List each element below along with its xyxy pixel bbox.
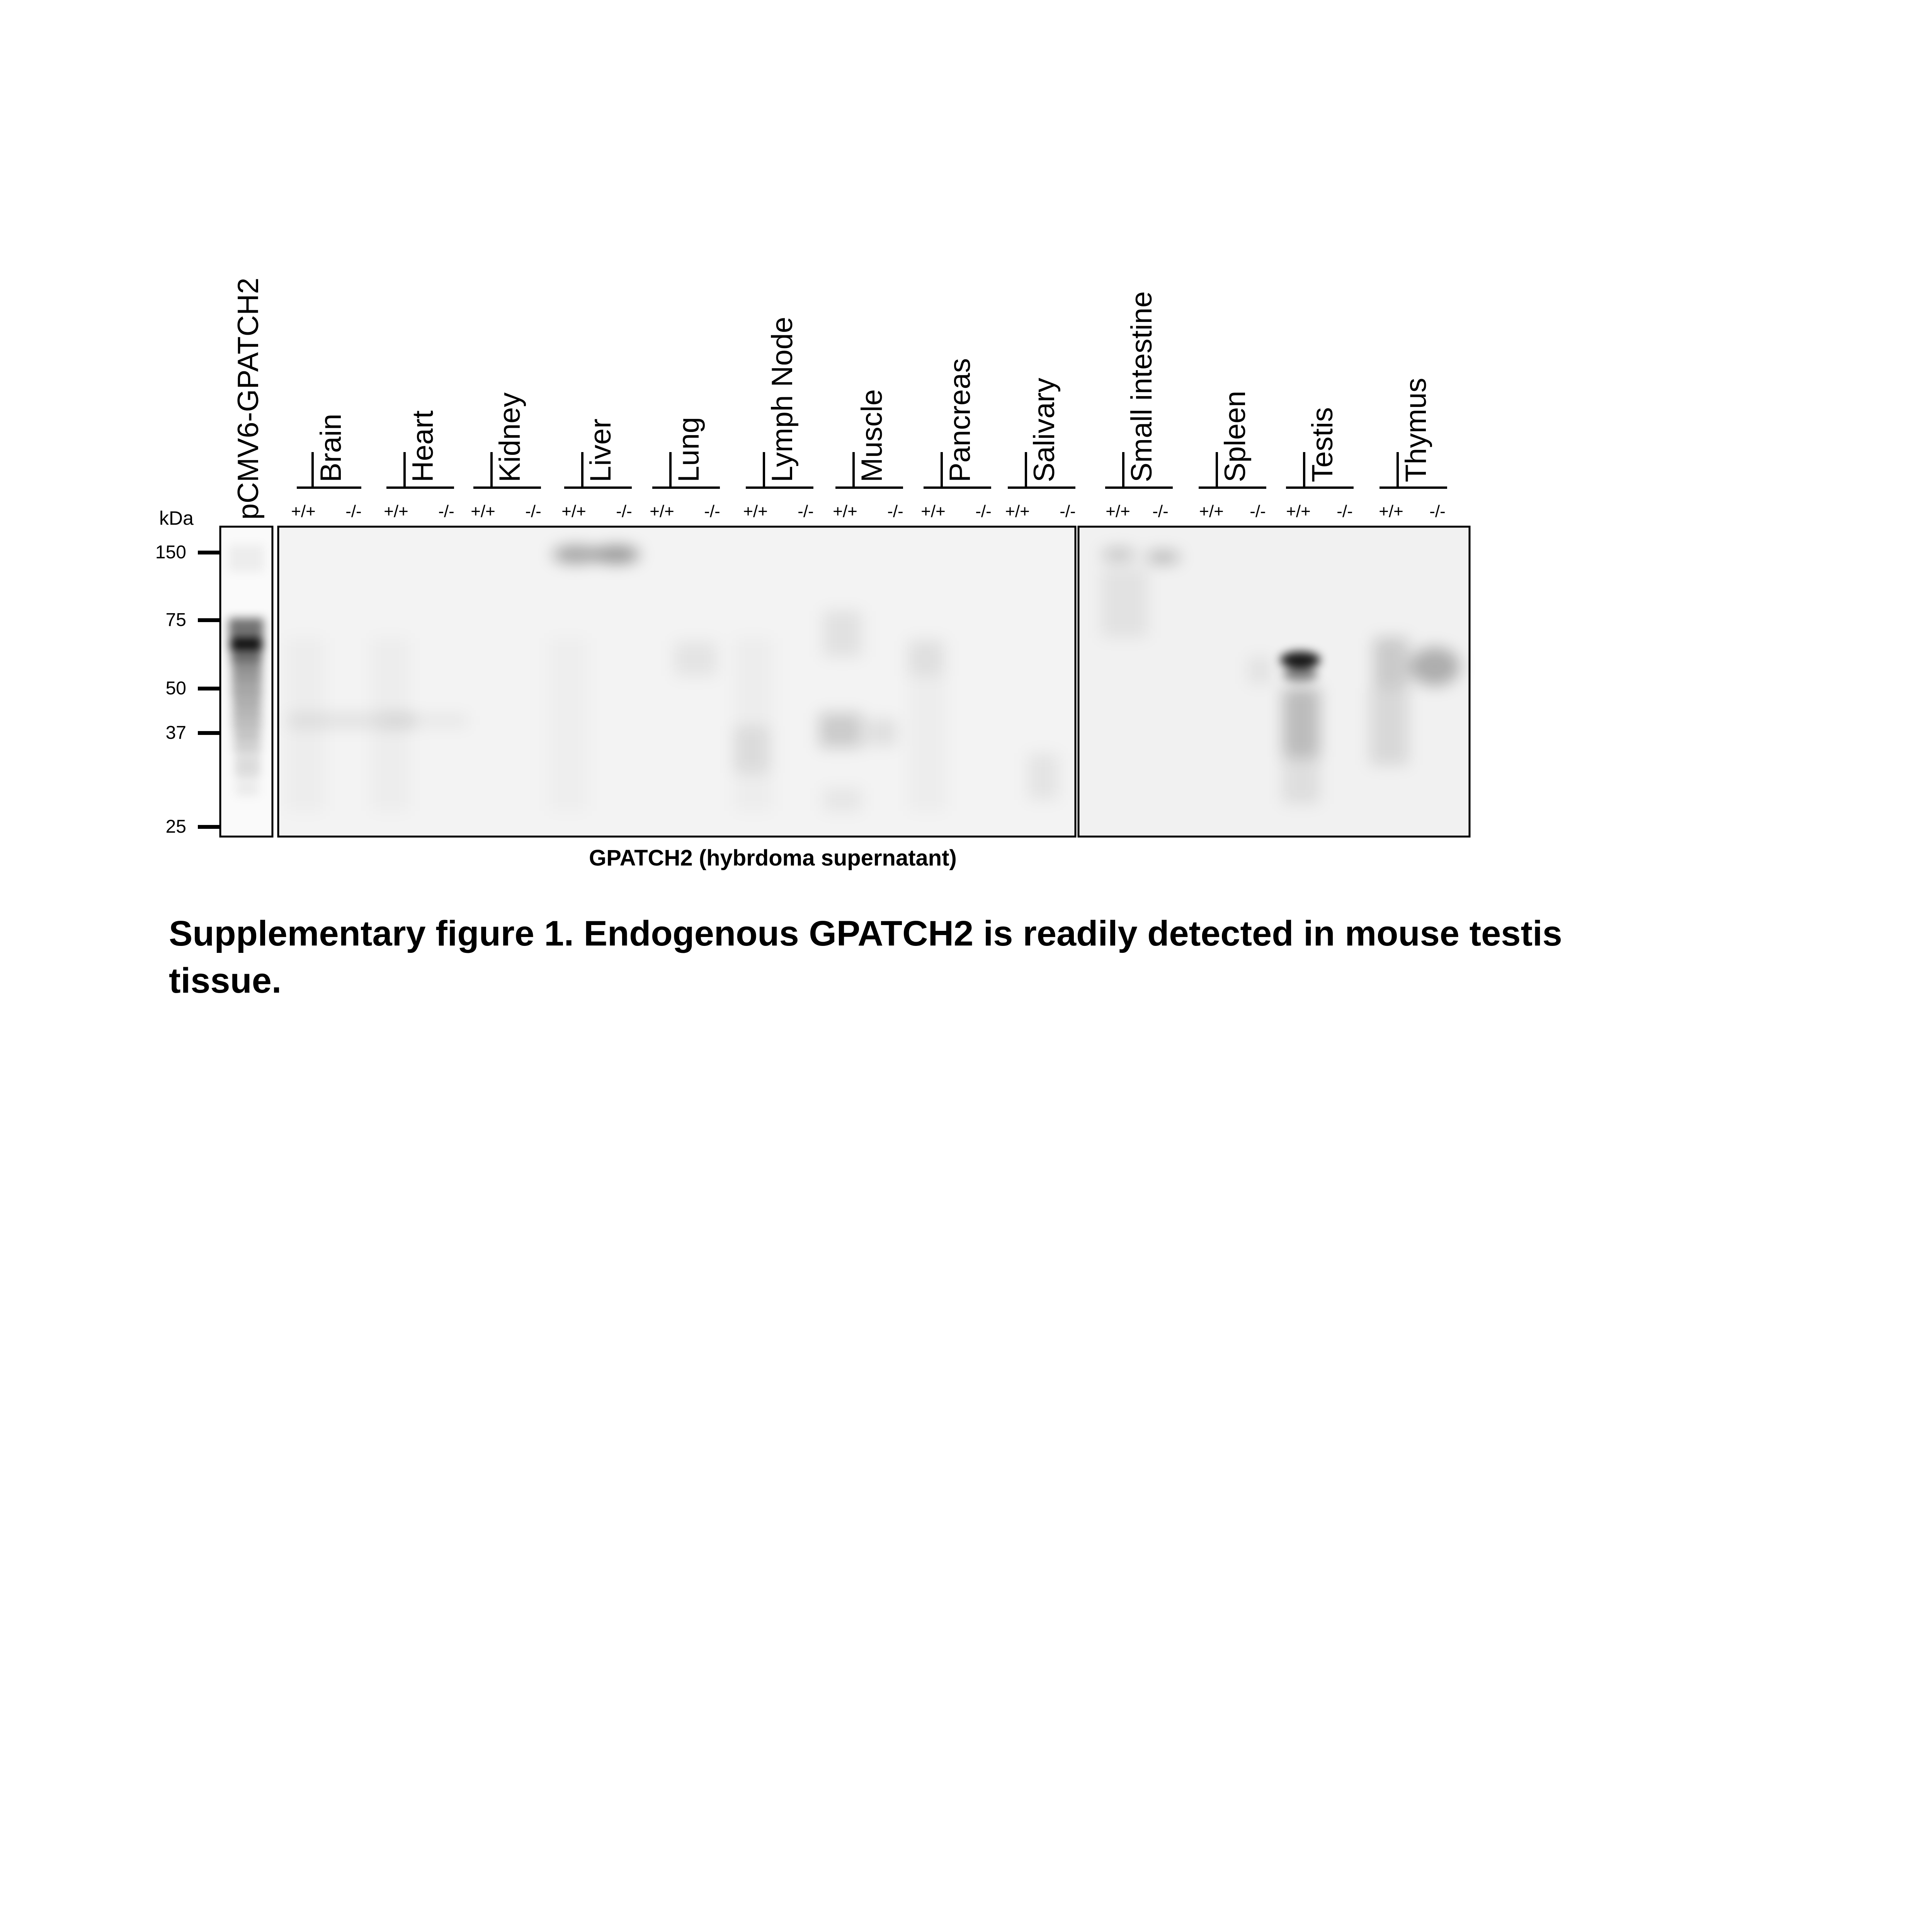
genotype-wt: +/+ — [833, 502, 857, 521]
genotype-ko: -/- — [704, 502, 720, 521]
genotype-wt: +/+ — [1379, 502, 1403, 521]
tissue-label-kidney: Kidney — [493, 392, 526, 482]
marker-25: 25 — [165, 816, 186, 837]
control-lane-panel — [220, 527, 272, 837]
marker-75: 75 — [165, 610, 186, 630]
genotype-wt: +/+ — [650, 502, 674, 521]
genotype-ko: -/- — [345, 502, 362, 521]
blot-panel-1 — [278, 527, 1075, 837]
blot-panel-2 — [1078, 527, 1470, 837]
marker-50: 50 — [165, 678, 186, 699]
genotype-wt: +/+ — [921, 502, 946, 521]
kda-label: kDa — [159, 507, 194, 529]
genotype-wt: +/+ — [1286, 502, 1311, 521]
tissue-label-spleen: Spleen — [1219, 391, 1252, 482]
genotype-ko: -/- — [887, 502, 903, 521]
tissue-label-liver: Liver — [584, 418, 617, 482]
tissue-labels — [315, 291, 1432, 482]
genotype-ko: -/- — [1337, 502, 1353, 521]
tissue-label-salivary: Salivary — [1028, 378, 1061, 482]
control-lane-label: pCMV6-GPATCH2 — [232, 277, 265, 520]
genotype-ko: -/- — [616, 502, 632, 521]
tissue-label-thymus: Thymus — [1400, 378, 1432, 482]
mw-markers — [155, 542, 219, 837]
tissue-label-pancreas: Pancreas — [944, 358, 976, 482]
marker-150: 150 — [155, 542, 186, 563]
marker-37: 37 — [165, 723, 186, 743]
genotype-wt: +/+ — [1199, 502, 1224, 521]
genotype-wt: +/+ — [471, 502, 495, 521]
genotype-wt: +/+ — [743, 502, 768, 521]
genotype-ko: -/- — [975, 502, 992, 521]
genotype-wt: +/+ — [1005, 502, 1030, 521]
antibody-label: GPATCH2 (hybrdoma supernatant) — [589, 845, 957, 871]
genotype-ko: -/- — [438, 502, 454, 521]
genotype-wt: +/+ — [1106, 502, 1130, 521]
genotype-labels — [291, 502, 1446, 521]
genotype-wt: +/+ — [384, 502, 408, 521]
tissue-label-testis: Testis — [1306, 407, 1339, 482]
tissue-label-lung: Lung — [672, 417, 705, 482]
genotype-ko: -/- — [1152, 502, 1169, 521]
genotype-ko: -/- — [1250, 502, 1266, 521]
genotype-ko: -/- — [525, 502, 541, 521]
tissue-label-heart: Heart — [407, 410, 439, 482]
tissue-label-small-intestine: Small intestine — [1125, 291, 1158, 482]
genotype-wt: +/+ — [291, 502, 316, 521]
genotype-ko: -/- — [798, 502, 814, 521]
tissue-label-brain: Brain — [315, 413, 347, 482]
genotype-ko: -/- — [1060, 502, 1076, 521]
tissue-label-lymph-node: Lymph Node — [766, 316, 799, 482]
tissue-label-muscle: Muscle — [856, 389, 888, 482]
genotype-wt: +/+ — [561, 502, 586, 521]
genotype-ko: -/- — [1429, 502, 1446, 521]
figure-caption: Supplementary figure 1. Endogenous GPATCH2 is readily detected in mouse testis tissue. — [169, 914, 1562, 1000]
